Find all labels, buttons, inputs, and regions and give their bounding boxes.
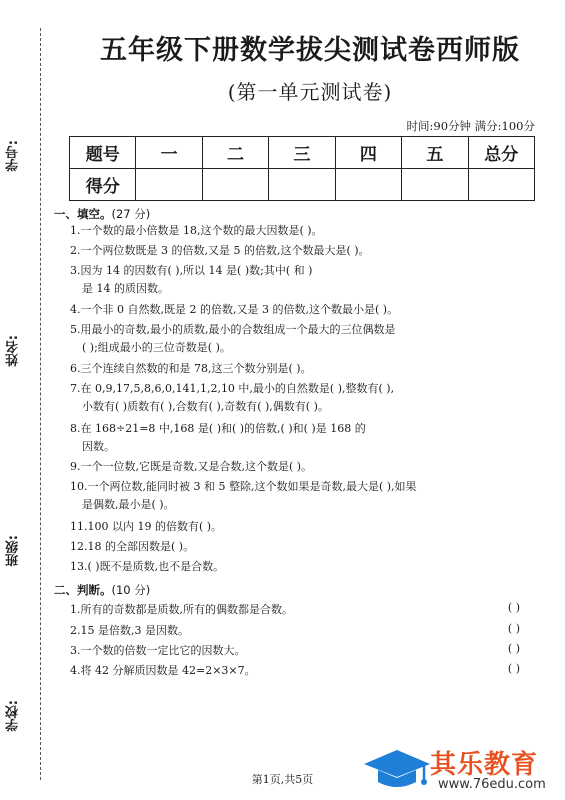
- question-1-7-line-1: 7.在 0,9,17,5,8,6,0,141,1,2,10 中,最小的自然数是( ),整数有( ),: [70, 382, 395, 395]
- row-label-question-no: 题号: [70, 137, 136, 169]
- section-2-points: (10 分): [111, 583, 151, 597]
- score-cell-total[interactable]: [468, 169, 534, 201]
- judge-item-text: 3.一个数的倍数一定比它的因数大。: [70, 644, 246, 657]
- judge-item-text: 4.将 42 分解质因数是 42=2×3×7。: [70, 664, 256, 677]
- column-header: 三: [269, 137, 335, 169]
- question-1-5: [70, 321, 550, 357]
- question-1-8-line-2: 因数。: [82, 440, 115, 453]
- answer-bracket[interactable]: ( ): [507, 642, 520, 655]
- judge-item-2: [70, 622, 530, 638]
- column-header-total: 总分: [468, 137, 534, 169]
- question-1-2: 2.一个两位数既是 3 的倍数,又是 5 的倍数,这个数最大是( )。: [70, 244, 370, 257]
- watermark-brand: 其乐教育: [430, 750, 539, 780]
- question-1-9: 9.一个一位数,它既是奇数,又是合数,这个数是( )。: [70, 460, 313, 473]
- answer-bracket[interactable]: ( ): [507, 662, 520, 675]
- question-1-13: 13.( )既不是质数,也不是合数。: [70, 560, 225, 573]
- watermark-logo: [360, 744, 560, 796]
- question-1-5-line-2: ( );组成最小的三位奇数是( )。: [82, 341, 231, 354]
- question-1-7: [70, 380, 550, 416]
- question-1-10-line-1: 10.一个两位数,能同时被 3 和 5 整除,这个数如果是奇数,最大是( ),如果: [70, 480, 417, 493]
- exam-subtitle: (第一单元测试卷): [227, 80, 393, 104]
- student-number-label: 学号:: [6, 140, 21, 172]
- answer-bracket[interactable]: ( ): [507, 622, 520, 635]
- score-table-header-row: [70, 137, 535, 169]
- answer-bracket[interactable]: ( ): [507, 601, 520, 614]
- score-cell[interactable]: [335, 169, 401, 201]
- question-1-6: 6.三个连续自然数的和是 78,这三个数分别是( )。: [70, 362, 312, 375]
- class-label: 班级:: [6, 535, 21, 567]
- question-1-5-line-1: 5.用最小的奇数,最小的质数,最小的合数组成一个最大的三位偶数是: [70, 323, 396, 336]
- question-1-12: 12.18 的全部因数是( )。: [70, 540, 195, 553]
- section-1-title: 一、填空。: [54, 207, 112, 221]
- judge-item-1: [70, 601, 530, 617]
- question-1-3-line-2: 是 14 的质因数。: [82, 282, 169, 295]
- question-1-8: [70, 420, 550, 456]
- column-header: 五: [402, 137, 468, 169]
- section-2-title: 二、判断。: [54, 583, 112, 597]
- row-label-score: 得分: [70, 169, 136, 201]
- judge-item-text: 2.15 是倍数,3 是因数。: [70, 624, 189, 637]
- name-label: 姓名:: [6, 335, 21, 367]
- score-cell[interactable]: [269, 169, 335, 201]
- score-table: [69, 136, 535, 201]
- score-cell[interactable]: [136, 169, 202, 201]
- judge-item-4: [70, 662, 530, 678]
- column-header: 二: [202, 137, 268, 169]
- exam-title: 五年级下册数学拔尖测试卷西师版: [100, 35, 520, 66]
- score-cell[interactable]: [402, 169, 468, 201]
- score-cell[interactable]: [202, 169, 268, 201]
- question-1-10: [70, 478, 550, 514]
- question-1-3-line-1: 3.因为 14 的因数有( ),所以 14 是( )数;其中( 和 ): [70, 264, 313, 277]
- score-table-score-row: [70, 169, 535, 201]
- section-1-heading: [54, 206, 150, 222]
- question-1-10-line-2: 是偶数,最小是( )。: [82, 498, 175, 511]
- question-1-3: [70, 262, 550, 298]
- question-1-4: 4.一个非 0 自然数,既是 2 的倍数,又是 3 的倍数,这个数最小是( )。: [70, 303, 399, 316]
- question-1-8-line-1: 8.在 168÷21=8 中,168 是( )和( )的倍数,( )和( )是 168 的: [70, 422, 366, 435]
- question-1-7-line-2: 小数有( )质数有( ),合数有( ),奇数有( ),偶数有( )。: [82, 400, 329, 413]
- judge-item-3: [70, 642, 530, 658]
- section-2-heading: [54, 582, 150, 598]
- judge-item-text: 1.所有的奇数都是质数,所有的偶数都是合数。: [70, 603, 293, 616]
- section-1-points: (27 分): [111, 207, 151, 221]
- watermark-url: www.76edu.com: [438, 777, 546, 792]
- column-header: 四: [335, 137, 401, 169]
- time-and-score-info: 时间:90分钟 满分:100分: [406, 119, 535, 133]
- question-1-1: 1.一个数的最小倍数是 18,这个数的最大因数是( )。: [70, 224, 323, 237]
- binding-dashed-line: [40, 28, 41, 780]
- page-number: 第1页,共5页: [251, 773, 314, 786]
- school-label: 学校:: [6, 700, 21, 732]
- question-1-11: 11.100 以内 19 的倍数有( )。: [70, 520, 223, 533]
- column-header: 一: [136, 137, 202, 169]
